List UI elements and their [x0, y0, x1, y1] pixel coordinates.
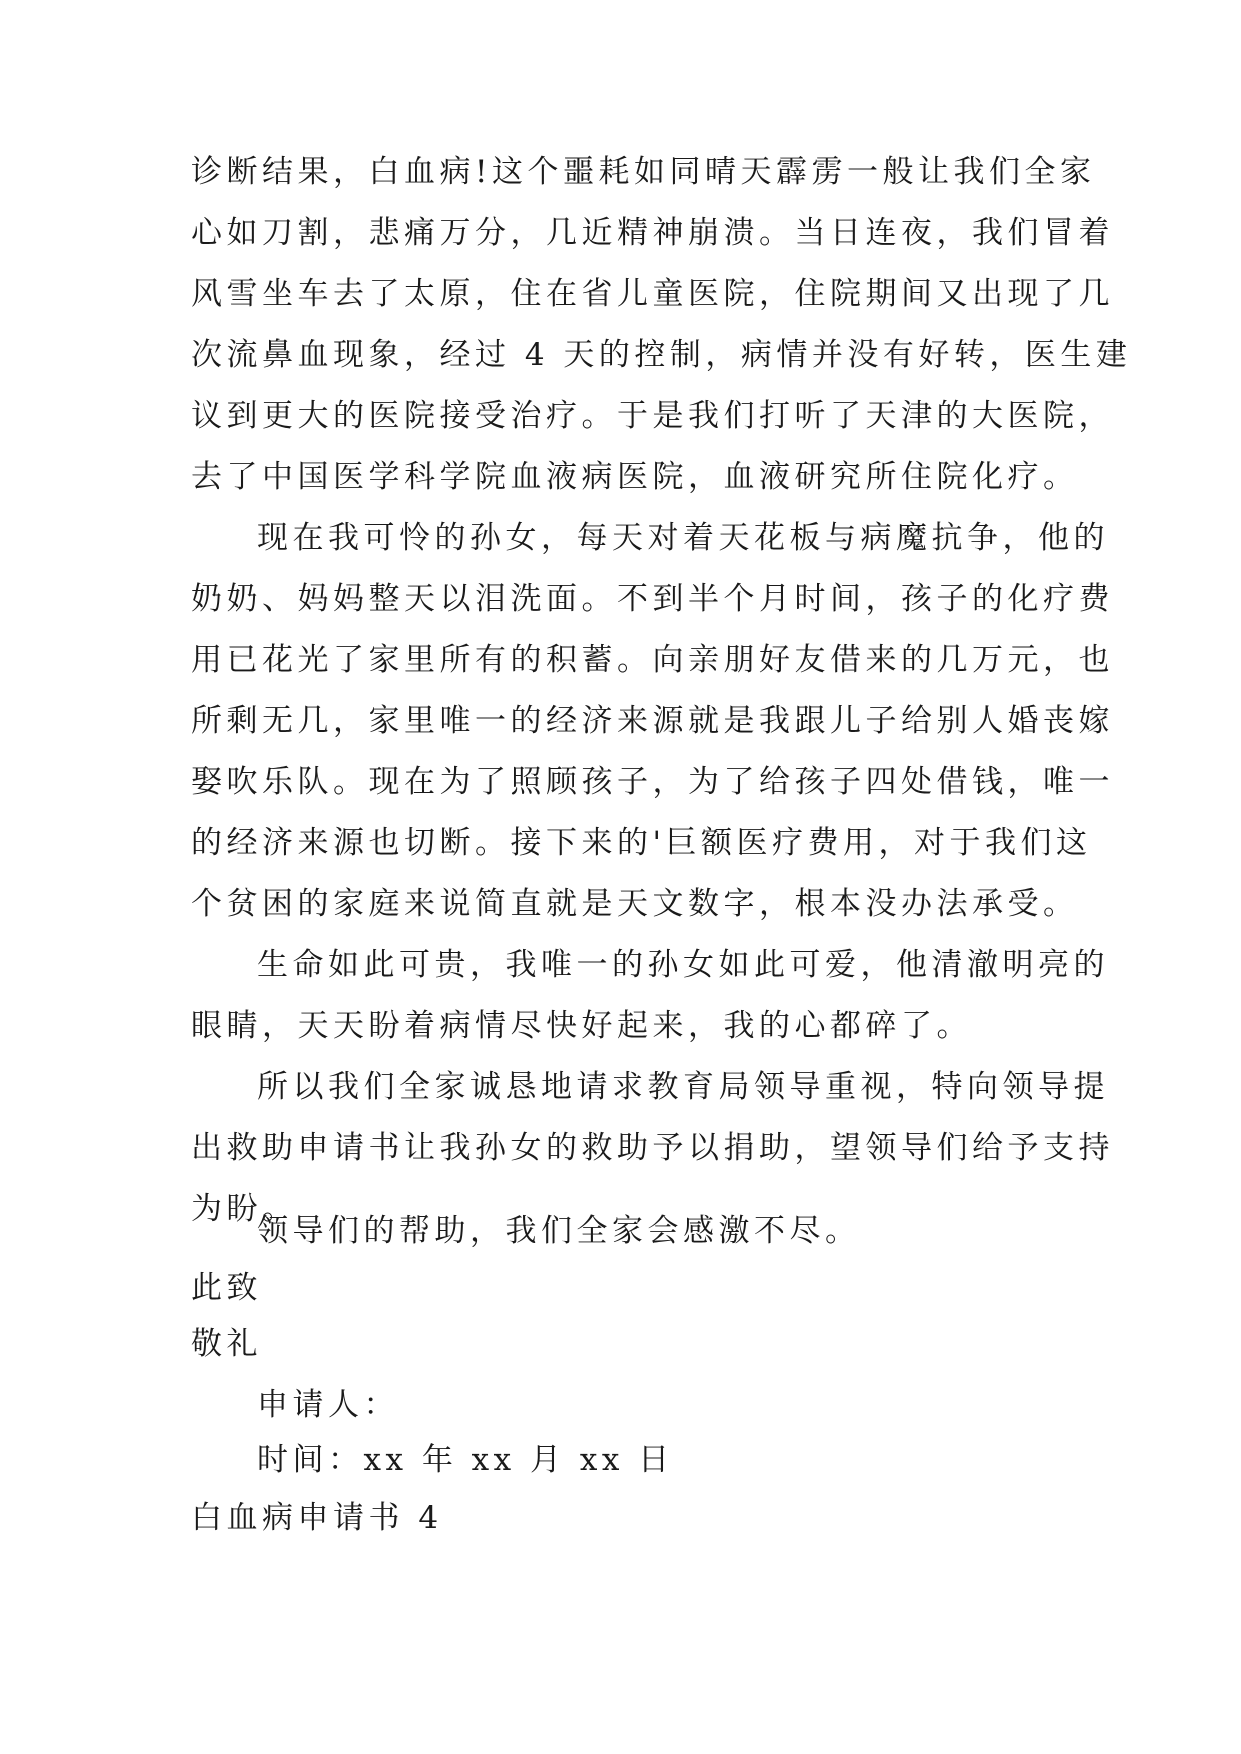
- text-line: 奶奶、妈妈整天以泪洗面。不到半个月时间，孩子的化疗费: [191, 581, 1114, 617]
- applicant-signature: [191, 1375, 1053, 1436]
- text-line: 眼睛，天天盼着病情尽快好起来，我的心都碎了。: [191, 1008, 972, 1044]
- text-line: 出救助申请书让我孙女的救助予以捐助，望领导们给予支持: [191, 1130, 1114, 1166]
- closing-regards: [191, 1314, 1053, 1375]
- text-line: 个贫困的家庭来说简直就是天文数字，根本没办法承受。: [191, 886, 1079, 922]
- text-line: 的经济来源也切断。接下来的'巨额医疗费用，对于我们这: [191, 825, 1092, 861]
- text-line: 现在我可怜的孙女，每天对着天花板与病魔抗争，他的: [257, 520, 1109, 556]
- text-line: 领导们的帮助，我们全家会感激不尽。: [257, 1213, 861, 1249]
- text-line: 去了中国医学科学院血液病医院，血液研究所住院化疗。: [191, 459, 1079, 495]
- paragraph-thanks: [191, 1201, 1053, 1262]
- text-line: 生命如此可贵，我唯一的孙女如此可爱，他清澈明亮的: [257, 947, 1109, 983]
- paragraph-diagnosis: [191, 142, 1132, 508]
- text-line: 心如刀割，悲痛万分，几近精神崩溃。当日连夜，我们冒着: [191, 215, 1114, 251]
- closing-line: 敬礼: [191, 1326, 262, 1362]
- text-line: 所剩无几，家里唯一的经济来源就是我跟儿子给别人婚丧嫁: [191, 703, 1114, 739]
- closing-line: 此致: [191, 1270, 262, 1306]
- next-section-title: [191, 1488, 1053, 1549]
- text-line: 为盼。: [191, 1191, 298, 1227]
- text-line: 风雪坐车去了太原，住在省儿童医院，住院期间又出现了几: [191, 276, 1114, 312]
- paragraph-hope: [191, 935, 1109, 1057]
- applicant-label: 申请人：: [257, 1387, 399, 1423]
- section-heading: 白血病申请书 4: [191, 1500, 443, 1536]
- text-line: 娶吹乐队。现在为了照顾孩子，为了给孩子四处借钱，唯一: [191, 764, 1114, 800]
- date-label: 时间：xx 年 xx 月 xx 日: [257, 1442, 674, 1478]
- text-line: 诊断结果，白血病!这个噩耗如同晴天霹雳一般让我们全家: [191, 154, 1096, 190]
- text-line: 次流鼻血现象，经过 4 天的控制，病情并没有好转，医生建: [191, 337, 1132, 373]
- closing-salutation: [191, 1258, 1053, 1319]
- application-date: [191, 1430, 1053, 1491]
- text-line: 所以我们全家诚恳地请求教育局领导重视，特向领导提: [257, 1069, 1109, 1105]
- paragraph-hardship: [191, 508, 1114, 935]
- text-line: 用已花光了家里所有的积蓄。向亲朋好友借来的几万元，也: [191, 642, 1114, 678]
- text-line: 议到更大的医院接受治疗。于是我们打听了天津的大医院，: [191, 398, 1114, 434]
